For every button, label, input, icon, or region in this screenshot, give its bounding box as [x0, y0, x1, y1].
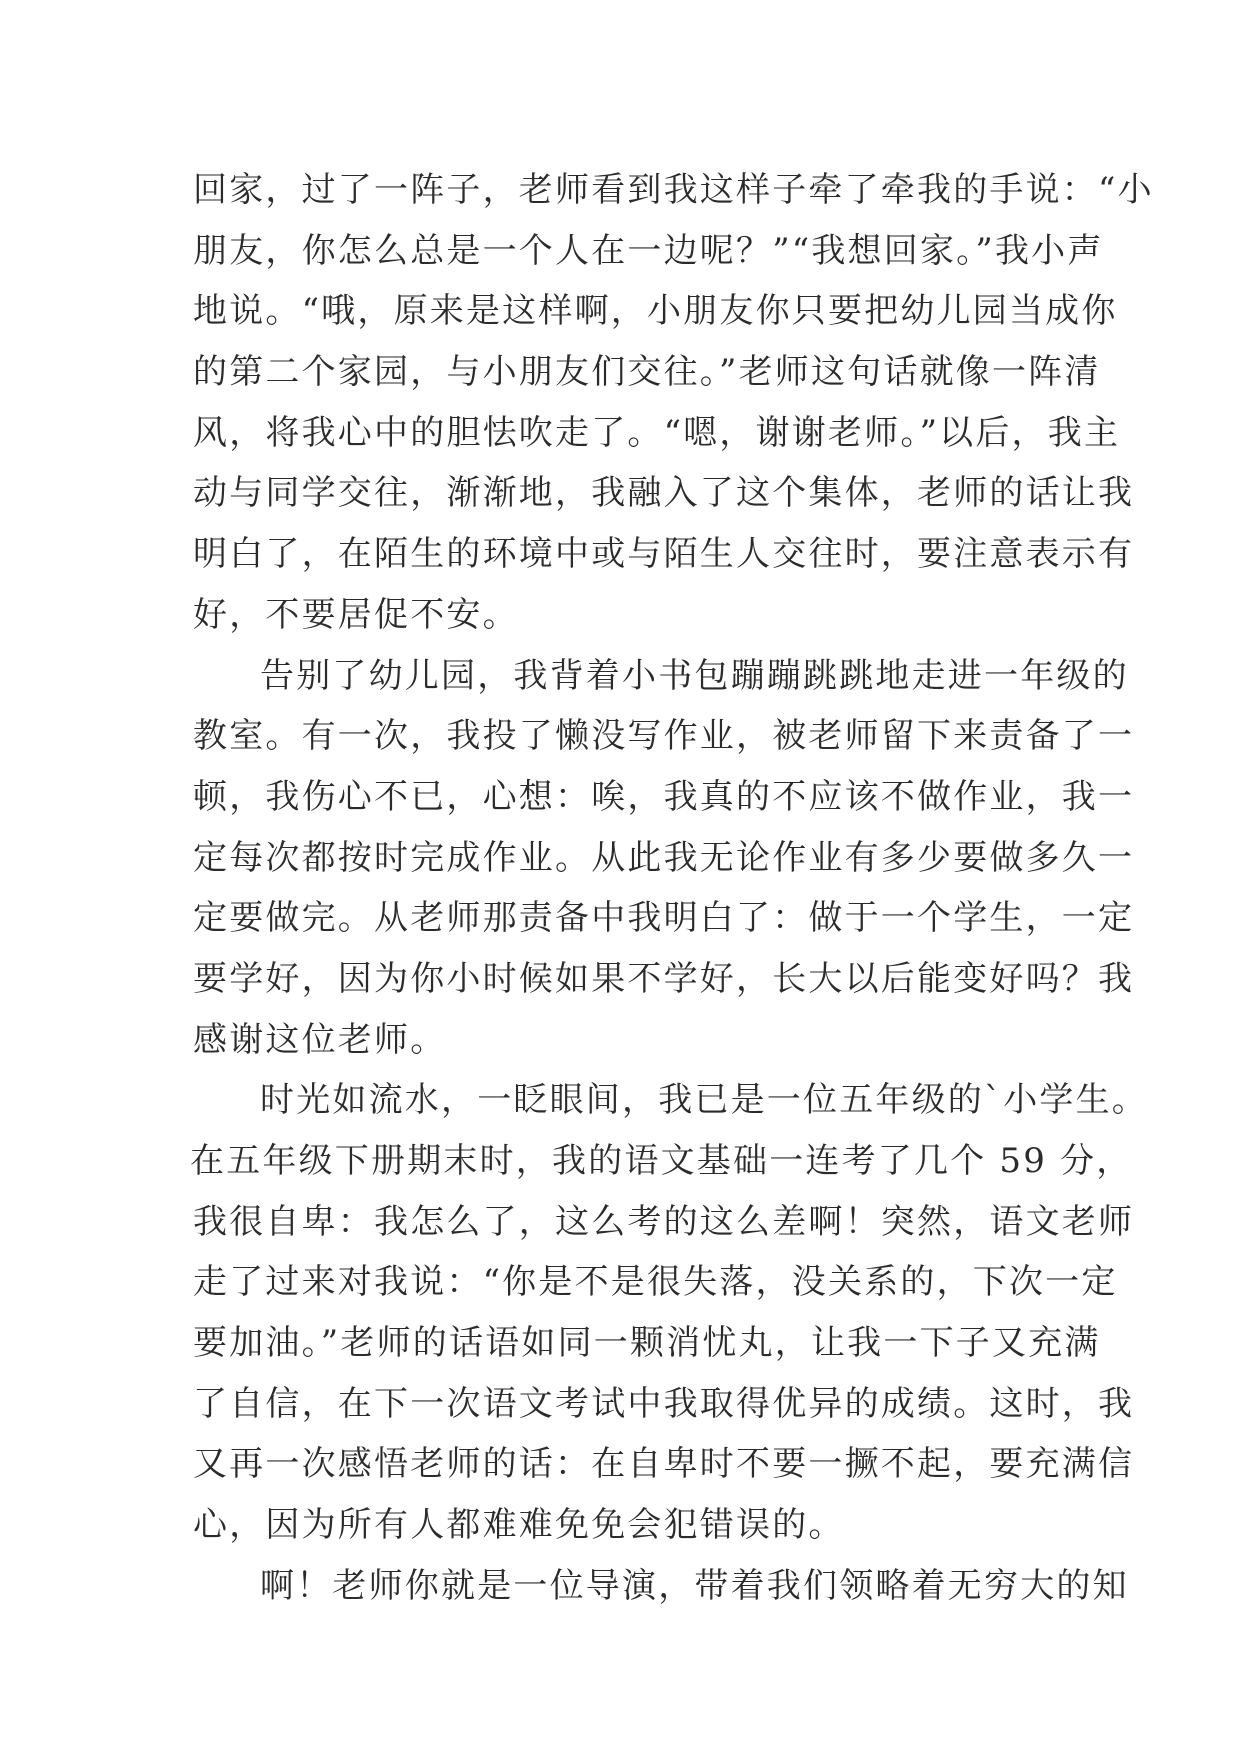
text-line: 走了过来对我说：“你是不是很失落，没关系的，下次一定	[193, 1262, 1118, 1303]
text-line: 顿，我伤心不已，心想：唉，我真的不应该不做作业，我一	[193, 776, 1135, 817]
paragraph-first-line: 时光如流水，一眨眼间，我已是一位五年级的`小学生。	[260, 1080, 1148, 1121]
text-line: 定每次都按时完成作业。从此我无论作业有多少要做多久一	[193, 837, 1135, 878]
text-line: 动与同学交往，渐渐地，我融入了这个集体，老师的话让我	[193, 473, 1135, 514]
text-line: 在五年级下册期末时，我的语文基础一连考了几个 59 分，	[190, 1141, 1133, 1181]
text-line: 教室。有一次，我投了懒没写作业，被老师留下来责备了一	[193, 716, 1135, 757]
paragraph-first-line: 告别了幼儿园，我背着小书包蹦蹦跳跳地走进一年级的	[260, 655, 1129, 696]
paragraph-first-line: 啊！老师你就是一位导演，带着我们领略着无穷大的知	[260, 1565, 1129, 1606]
text-line: 要加油。”老师的话语如同一颗消忧丸，让我一下子又充满	[193, 1323, 1101, 1364]
text-line: 要学好，因为你小时候如果不学好，长大以后能变好吗？我	[193, 958, 1135, 999]
text-line: 朋友，你怎么总是一个人在一边呢？”“我想回家。”我小声	[193, 230, 1104, 271]
text-line: 的第二个家园，与小朋友们交往。”老师这句话就像一阵清	[193, 352, 1101, 393]
text-line: 明白了，在陌生的环境中或与陌生人交往时，要注意表示有	[193, 534, 1135, 575]
text-line: 我很自卑：我怎么了，这么考的这么差啊！突然，语文老师	[193, 1201, 1135, 1242]
text-line: 好，不要居促不安。	[193, 594, 519, 635]
text-line: 地说。“哦，原来是这样啊，小朋友你只要把幼儿园当成你	[193, 291, 1118, 332]
text-line: 感谢这位老师。	[193, 1019, 447, 1060]
text-line: 风，将我心中的胆怯吹走了。“嗯，谢谢老师。”以后，我主	[193, 412, 1121, 453]
text-line: 了自信，在下一次语文考试中我取得优异的成绩。这时，我	[193, 1383, 1135, 1424]
text-line: 定要做完。从老师那责备中我明白了：做于一个学生，一定	[193, 898, 1135, 939]
text-line: 又再一次感悟老师的话：在自卑时不要一撅不起，要充满信	[193, 1444, 1135, 1485]
text-line: 回家，过了一阵子，老师看到我这样子牵了牵我的手说：“小	[193, 170, 1154, 210]
body-text	[190, 160, 1154, 1617]
text-line: 心，因为所有人都难难免免会犯错误的。	[193, 1505, 845, 1546]
